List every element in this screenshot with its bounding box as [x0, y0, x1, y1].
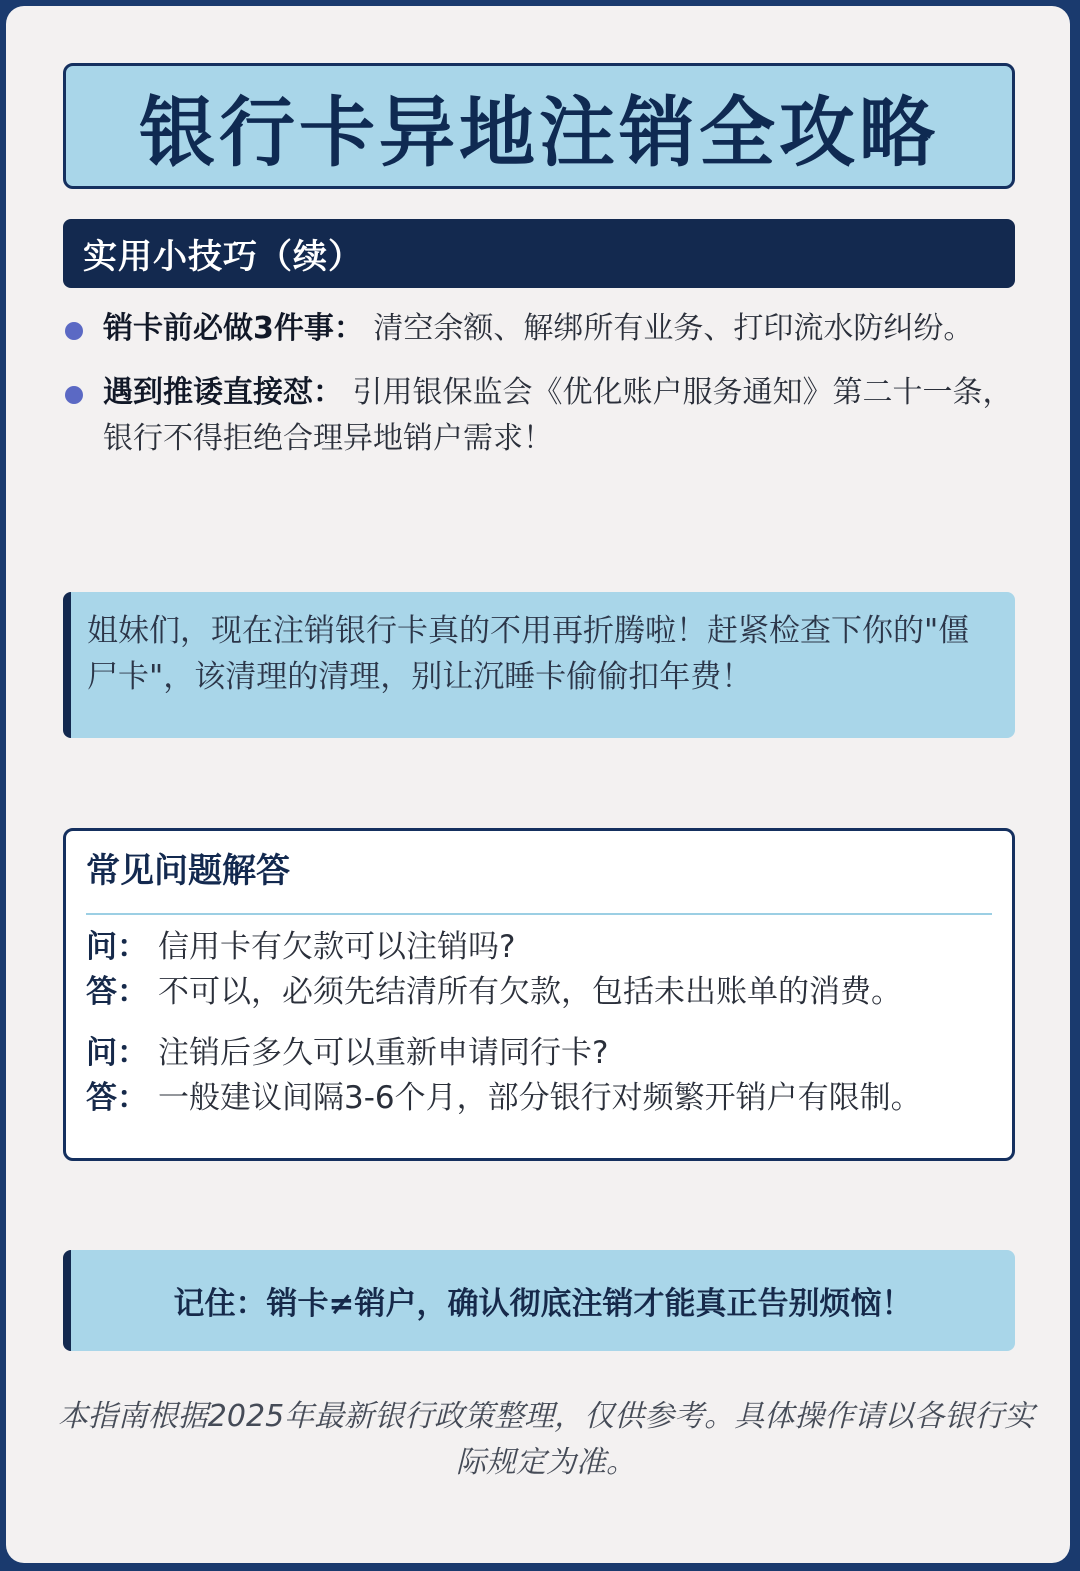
page-title: 银行卡异地注销全攻略 — [139, 87, 939, 177]
question-text: 信用卡有欠款可以注销吗? — [158, 929, 516, 965]
section-header — [63, 219, 1015, 288]
answer-text: 一般建议间隔3-6个月，部分银行对频繁开销户有限制。 — [158, 1080, 922, 1116]
faq-question — [86, 925, 992, 970]
faq-item — [86, 925, 992, 1015]
faq-answer — [86, 1076, 992, 1121]
question-label: 问： — [86, 1035, 148, 1071]
tips-list — [63, 306, 1023, 480]
tip-text: 引用银保监会《优化账户服务通知》第二十一条，银行不得拒绝合理异地销户需求！ — [103, 375, 1013, 456]
section-heading: 实用小技巧（续） — [83, 237, 363, 277]
title-banner — [63, 63, 1015, 189]
answer-label: 答： — [86, 1080, 148, 1116]
tip-text: 清空余额、解绑所有业务、打印流水防纠纷。 — [373, 311, 974, 346]
callout-box — [63, 592, 1015, 738]
question-text: 注销后多久可以重新申请同行卡? — [158, 1035, 609, 1071]
bullet-icon — [65, 322, 83, 340]
reminder-box — [63, 1250, 1015, 1351]
tip-label: 遇到推诿直接怼： — [103, 375, 343, 410]
bullet-icon — [65, 386, 83, 404]
faq-question — [86, 1031, 992, 1076]
answer-text: 不可以，必须先结清所有欠款，包括未出账单的消费。 — [158, 974, 902, 1010]
question-label: 问： — [86, 929, 148, 965]
faq-heading: 常见问题解答 — [86, 851, 290, 891]
faq-panel — [63, 828, 1015, 1161]
answer-label: 答： — [86, 974, 148, 1010]
tip-label: 销卡前必做3件事： — [103, 311, 364, 346]
callout-text: 姐妹们，现在注销银行卡真的不用再折腾啦！赶紧检查下你的"僵尸卡"，该清理的清理，别让沉睡卡偷偷扣年费！ — [87, 613, 970, 695]
faq-divider — [86, 913, 992, 915]
footnote: 本指南根据2025年最新银行政策整理，仅供参考。具体操作请以各银行实际规定为准。 — [57, 1399, 1035, 1480]
faq-answer — [86, 970, 992, 1015]
faq-item — [86, 1031, 992, 1121]
tip-item — [63, 370, 1023, 462]
reminder-text: 记住：销卡≠销户，确认彻底注销才能真正告别烦恼！ — [173, 1286, 913, 1322]
tip-item — [63, 306, 1023, 352]
page-card — [6, 6, 1070, 1563]
